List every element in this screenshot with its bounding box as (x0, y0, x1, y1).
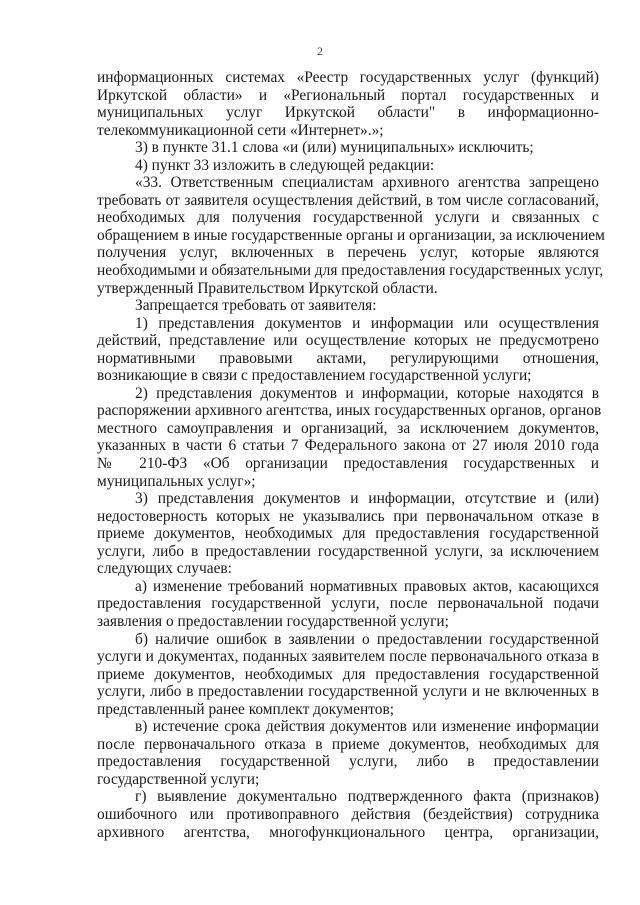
text-line: «33. Ответственным специалистам архивного агентства запрещено (135, 174, 599, 192)
text-line: распоряжении архивного агентства, иных государственных органов, органов (97, 402, 602, 420)
text-line: 4) пункт 33 изложить в следующей редакции: (135, 156, 435, 174)
text-line: предоставления государственной услуги, либо в предоставлении (97, 753, 599, 771)
text-line: а) изменение требований нормативных правовых актов, касающихся (135, 577, 599, 595)
text-line: ошибочного или противоправного действия (бездействия) сотрудника (97, 805, 599, 823)
text-line: необходимыми и обязательными для предоставления государственных услуг, (97, 262, 604, 280)
text-line: после первоначального отказа в приеме документов, необходимых для (97, 735, 599, 753)
text-line: информационных системах «Реестр государственных услуг (функций) (97, 69, 599, 86)
document-body (97, 69, 605, 841)
text-line: предоставления государственной услуги, после первоначальной подачи (97, 595, 599, 613)
paragraph (97, 490, 599, 578)
paragraph (97, 297, 599, 315)
text-line: услуги, либо в предоставлении государственной услуги, за исключением (97, 542, 599, 560)
text-line: 1) представления документов и информации или осуществления (135, 314, 599, 332)
text-line: в) истечение срока действия документов или изменение информации (135, 718, 599, 736)
text-line: Иркутской области» и «Региональный портал государственных и (97, 86, 599, 104)
text-line: местного самоуправления и организаций, за исключением документов, (97, 419, 599, 437)
text-line: б) наличие ошибок в заявлении о предоставлении государственной (135, 630, 599, 648)
paragraph (97, 157, 599, 175)
text-line: государственной услуги; (97, 770, 260, 788)
page-number: 2 (317, 44, 323, 58)
text-line: г) выявление документально подтвержденного факта (признаков) (135, 788, 599, 806)
text-line: утвержденный Правительством Иркутской области. (97, 279, 438, 297)
text-line: 3) представления документов и информации, отсутствие и (или) (135, 490, 599, 508)
text-line: телекоммуникационной сети «Интернет».»; (97, 121, 384, 139)
paragraph (97, 788, 599, 841)
text-line: услуги и документах, поданных заявителем после первоначального отказа в (97, 648, 599, 666)
text-line: нормативными правовыми актами, регулирующими отношения, (97, 349, 599, 367)
text-line: представленный ранее комплект документов; (97, 700, 394, 718)
text-line: Запрещается требовать от заявителя: (135, 297, 377, 315)
text-line: недостоверность которых не указывались при первоначальном отказе в (97, 507, 599, 525)
text-line: приеме документов, необходимых для предоставления государственной (97, 525, 599, 543)
text-line: 2) представления документов и информации, которые находятся в (135, 384, 599, 402)
text-line: следующих случаев: (97, 560, 232, 578)
text-line: архивного агентства, многофункционального центра, организации, (97, 823, 599, 841)
paragraph (97, 718, 599, 788)
text-line: приеме документов, необходимых для предоставления государственной (97, 665, 599, 683)
paragraph (97, 384, 602, 490)
text-line: требовать от заявителя осуществления действий, в том числе согласований, (97, 191, 599, 209)
text-line: услуги, либо в предоставлении государственной услуги и не включенных в (97, 683, 599, 701)
text-line: получения услуг, включенных в перечень услуг, которые являются (97, 244, 599, 262)
text-line: действий, представление или осуществление которых не предусмотрено (97, 332, 599, 350)
paragraph (97, 174, 605, 297)
text-line: муниципальных услуг»; (97, 472, 256, 490)
text-line: указанных в части 6 статьи 7 Федерального закона от 27 июля 2010 года (97, 437, 599, 455)
text-line: возникающие в связи с предоставлением государственной услуги; (97, 367, 532, 385)
text-line: № 210-ФЗ «Об организации предоставления государственных и (97, 455, 599, 473)
paragraph (97, 139, 599, 157)
paragraph (97, 631, 599, 719)
text-line: обращением в иные государственные органы и организации, за исключением (97, 226, 605, 244)
text-line: 3) в пункте 31.1 слова «и (или) муниципальных» исключить; (135, 139, 534, 157)
paragraph (97, 578, 599, 631)
text-line: муниципальных услуг Иркутской области" в информационно- (97, 104, 599, 122)
paragraph (97, 315, 599, 385)
text-line: необходимых для получения государственной услуги и связанных с (97, 209, 599, 227)
paragraph (97, 69, 599, 139)
text-line: заявления о предоставлении государственной услуги; (97, 612, 449, 630)
